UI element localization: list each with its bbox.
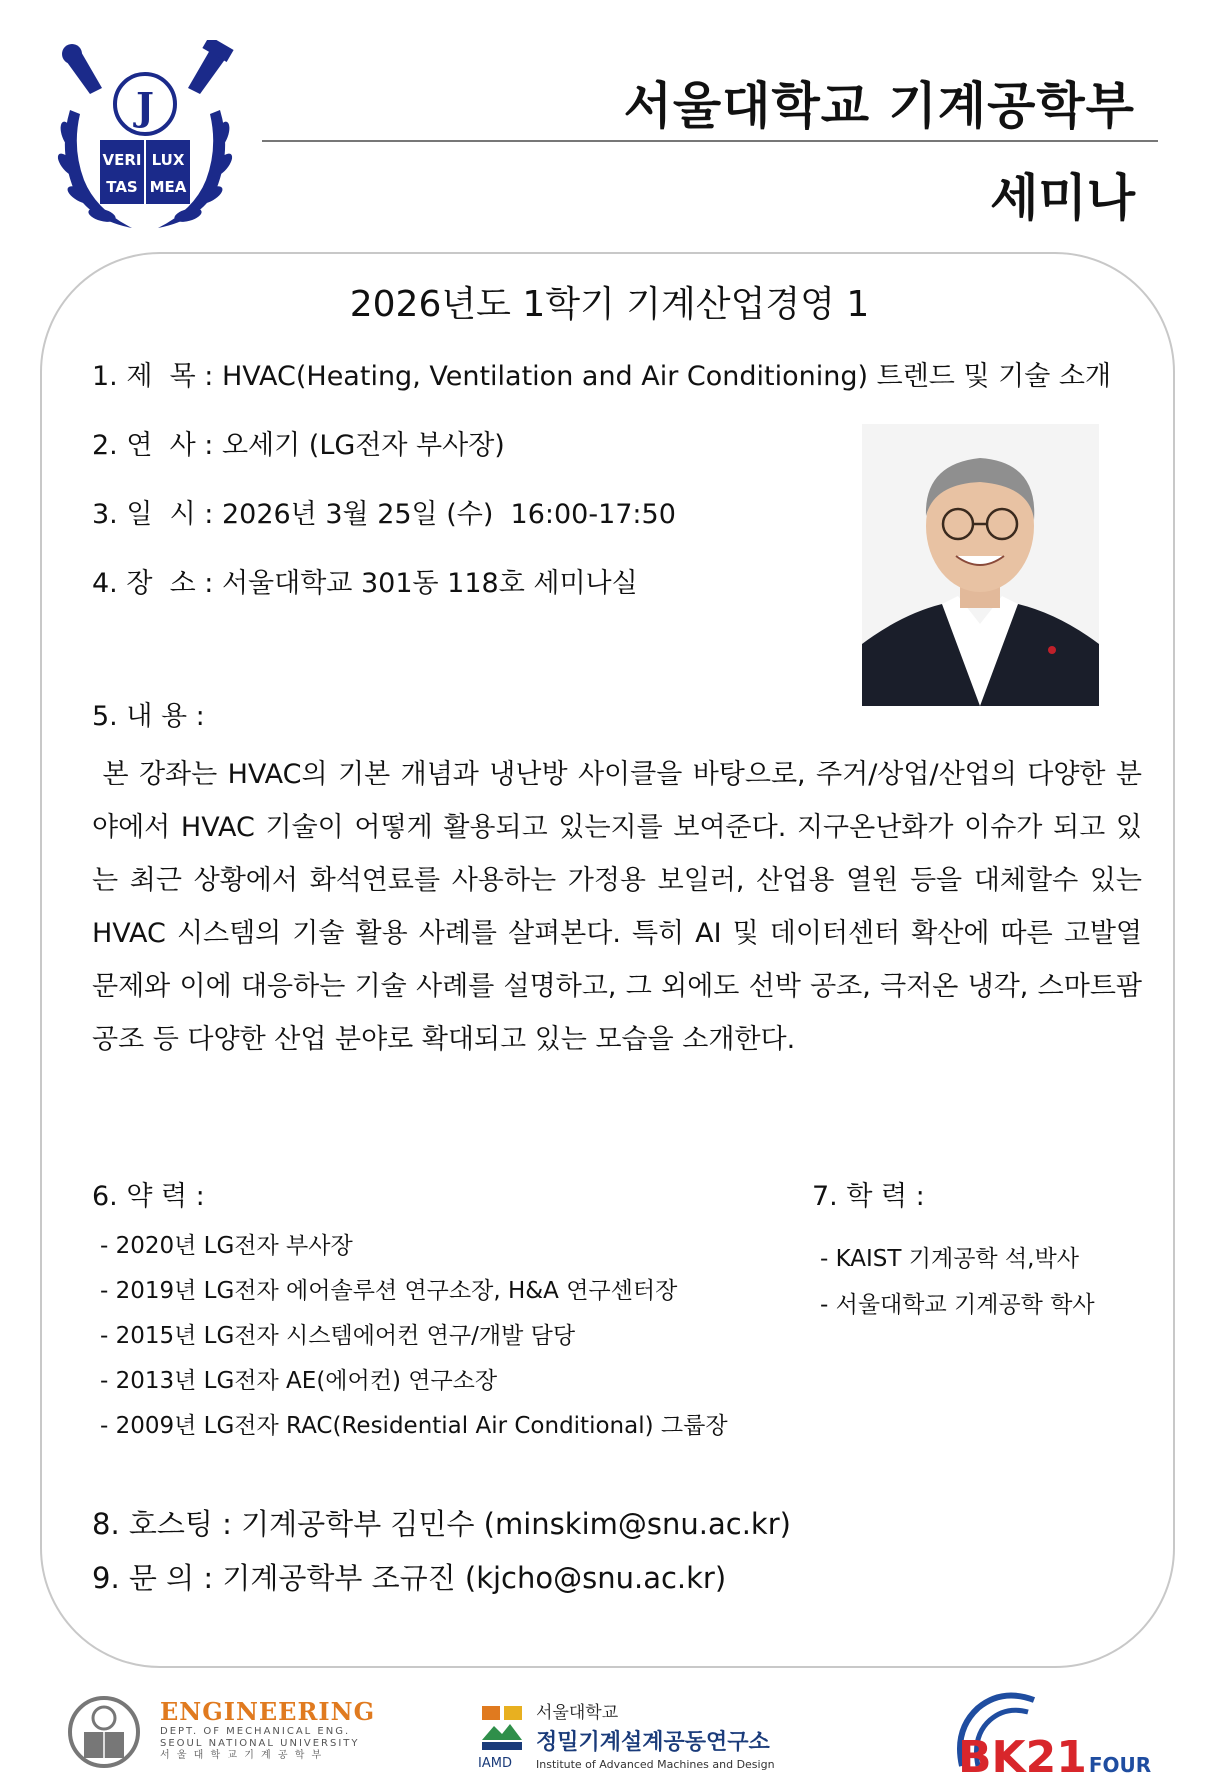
career-item: - 2020년 LG전자 부사장 [100, 1233, 353, 1259]
iamd-univ: 서울대학교 [536, 1703, 619, 1723]
education-heading: 7. 학 력 : [812, 1181, 925, 1212]
content-text: 본 강좌는 HVAC의 기본 개념과 냉난방 사이클을 바탕으로, 주거/상업/산업의 다양한 분야에서 HVAC 기술이 어떻게 활용되고 있는지를 보여준다. 지구온난화가 이슈가 되고 있는 최근 상황에서 화석연료를 사용하는 가정용 보일러, 산업용 열원 등을 대체할수 있는 HVAC 시스템의 기술 활용 사례를 살펴본다. 특히 AI 및 데이터센터 확산에 따른 고발열 문제와 이에 대응하는 기술 사례를 설명하고, 그 외에도 선박 공조, 극저온 냉각, 스마트팜 공조 등 다양한 산업 분야로 확대되고 있는 모습을 소개한다. [92, 759, 1142, 1055]
career-item: - 2013년 LG전자 AE(에어컨) 연구소장 [100, 1368, 498, 1394]
snu-footer-logo [66, 1694, 142, 1770]
info-speaker-num: 2. [92, 430, 118, 461]
info-datetime-label: 일 시 [126, 499, 196, 530]
snu-logo [50, 40, 240, 235]
career-item: - 2019년 LG전자 에어솔루션 연구소장, H&A 연구센터장 [100, 1278, 678, 1304]
info-place-value: 서울대학교 301동 118호 세미나실 [221, 568, 638, 599]
engineering-word: ENGINEERING [160, 1697, 376, 1726]
iamd-icon [478, 1700, 526, 1758]
bk21-four: FOUR [1088, 1753, 1152, 1777]
iamd-label: IAMD [478, 1756, 512, 1771]
education-item: - KAIST 기계공학 석,박사 [820, 1246, 1079, 1272]
info-title-value: HVAC(Heating, Ventilation and Air Conditioning) 트렌드 및 기술 소개 [221, 361, 1112, 392]
info-speaker-value: 오세기 (LG전자 부사장) [221, 430, 505, 461]
host-contact: 8. 호스팅 : 기계공학부 김민수 (minskim@snu.ac.kr) [92, 1507, 791, 1541]
info-title: 1. 제 목 : HVAC(Heating, Ventilation and Air Conditioning) 트렌드 및 기술 소개 [92, 361, 1112, 392]
info-title-num: 1. [92, 361, 118, 392]
iamd-english: Institute of Advanced Machines and Design [536, 1758, 775, 1771]
engineering-univ: SEOUL NATIONAL UNIVERSITY [160, 1738, 360, 1749]
page-title: 서울대학교 기계공학부 [623, 77, 1135, 135]
content-paragraph [92, 748, 1142, 1066]
info-place-num: 4. [92, 568, 118, 599]
speaker-photo [862, 424, 1099, 706]
inquiry-contact: 9. 문 의 : 기계공학부 조규진 (kjcho@snu.ac.kr) [92, 1561, 727, 1595]
career-heading: 6. 약 력 : [92, 1181, 205, 1212]
iamd-logo [536, 1698, 775, 1771]
logo-text-3: TAS [106, 178, 138, 196]
info-datetime-num: 3. [92, 499, 118, 530]
info-title-label: 제 목 [126, 361, 196, 392]
info-place: 4. 장 소 : 서울대학교 301동 118호 세미나실 [92, 568, 638, 599]
career-list [100, 1224, 728, 1449]
logo-text-4: MEA [149, 178, 187, 196]
svg-text:J: J [136, 84, 154, 129]
engineering-korean: 서 울 대 학 교 기 계 공 학 부 [160, 1750, 324, 1761]
career-item: - 2009년 LG전자 RAC(Residential Air Conditional) 그룹장 [100, 1413, 728, 1439]
career-item: - 2015년 LG전자 시스템에어컨 연구/개발 담당 [100, 1323, 576, 1349]
logo-text-1: VERI [102, 151, 142, 169]
title-divider [262, 140, 1158, 142]
info-place-label: 장 소 [126, 568, 196, 599]
page-subtitle: 세미나 [990, 169, 1135, 227]
iamd-name: 정밀기계설계공동연구소 [536, 1730, 770, 1755]
info-speaker-label: 연 사 [126, 430, 196, 461]
seminar-title: 2026년도 1학기 기계산업경영 1 [349, 284, 870, 325]
content-heading: 5. 내 용 : [92, 701, 205, 732]
engineering-logo [160, 1697, 375, 1762]
info-speaker: 2. 연 사 : 오세기 (LG전자 부사장) [92, 430, 505, 461]
info-datetime-value: 2026년 3월 25일 (수) 16:00-17:50 [221, 499, 676, 530]
logo-text-2: LUX [151, 151, 185, 169]
engineering-dept: DEPT. OF MECHANICAL ENG. [160, 1726, 351, 1737]
info-datetime: 3. 일 시 : 2026년 3월 25일 (수) 16:00-17:50 [92, 499, 676, 530]
education-item: - 서울대학교 기계공학 학사 [820, 1292, 1095, 1318]
education-list [820, 1236, 1095, 1328]
bk21-main: BK21 [958, 1732, 1087, 1783]
bk21-text [958, 1732, 1151, 1783]
